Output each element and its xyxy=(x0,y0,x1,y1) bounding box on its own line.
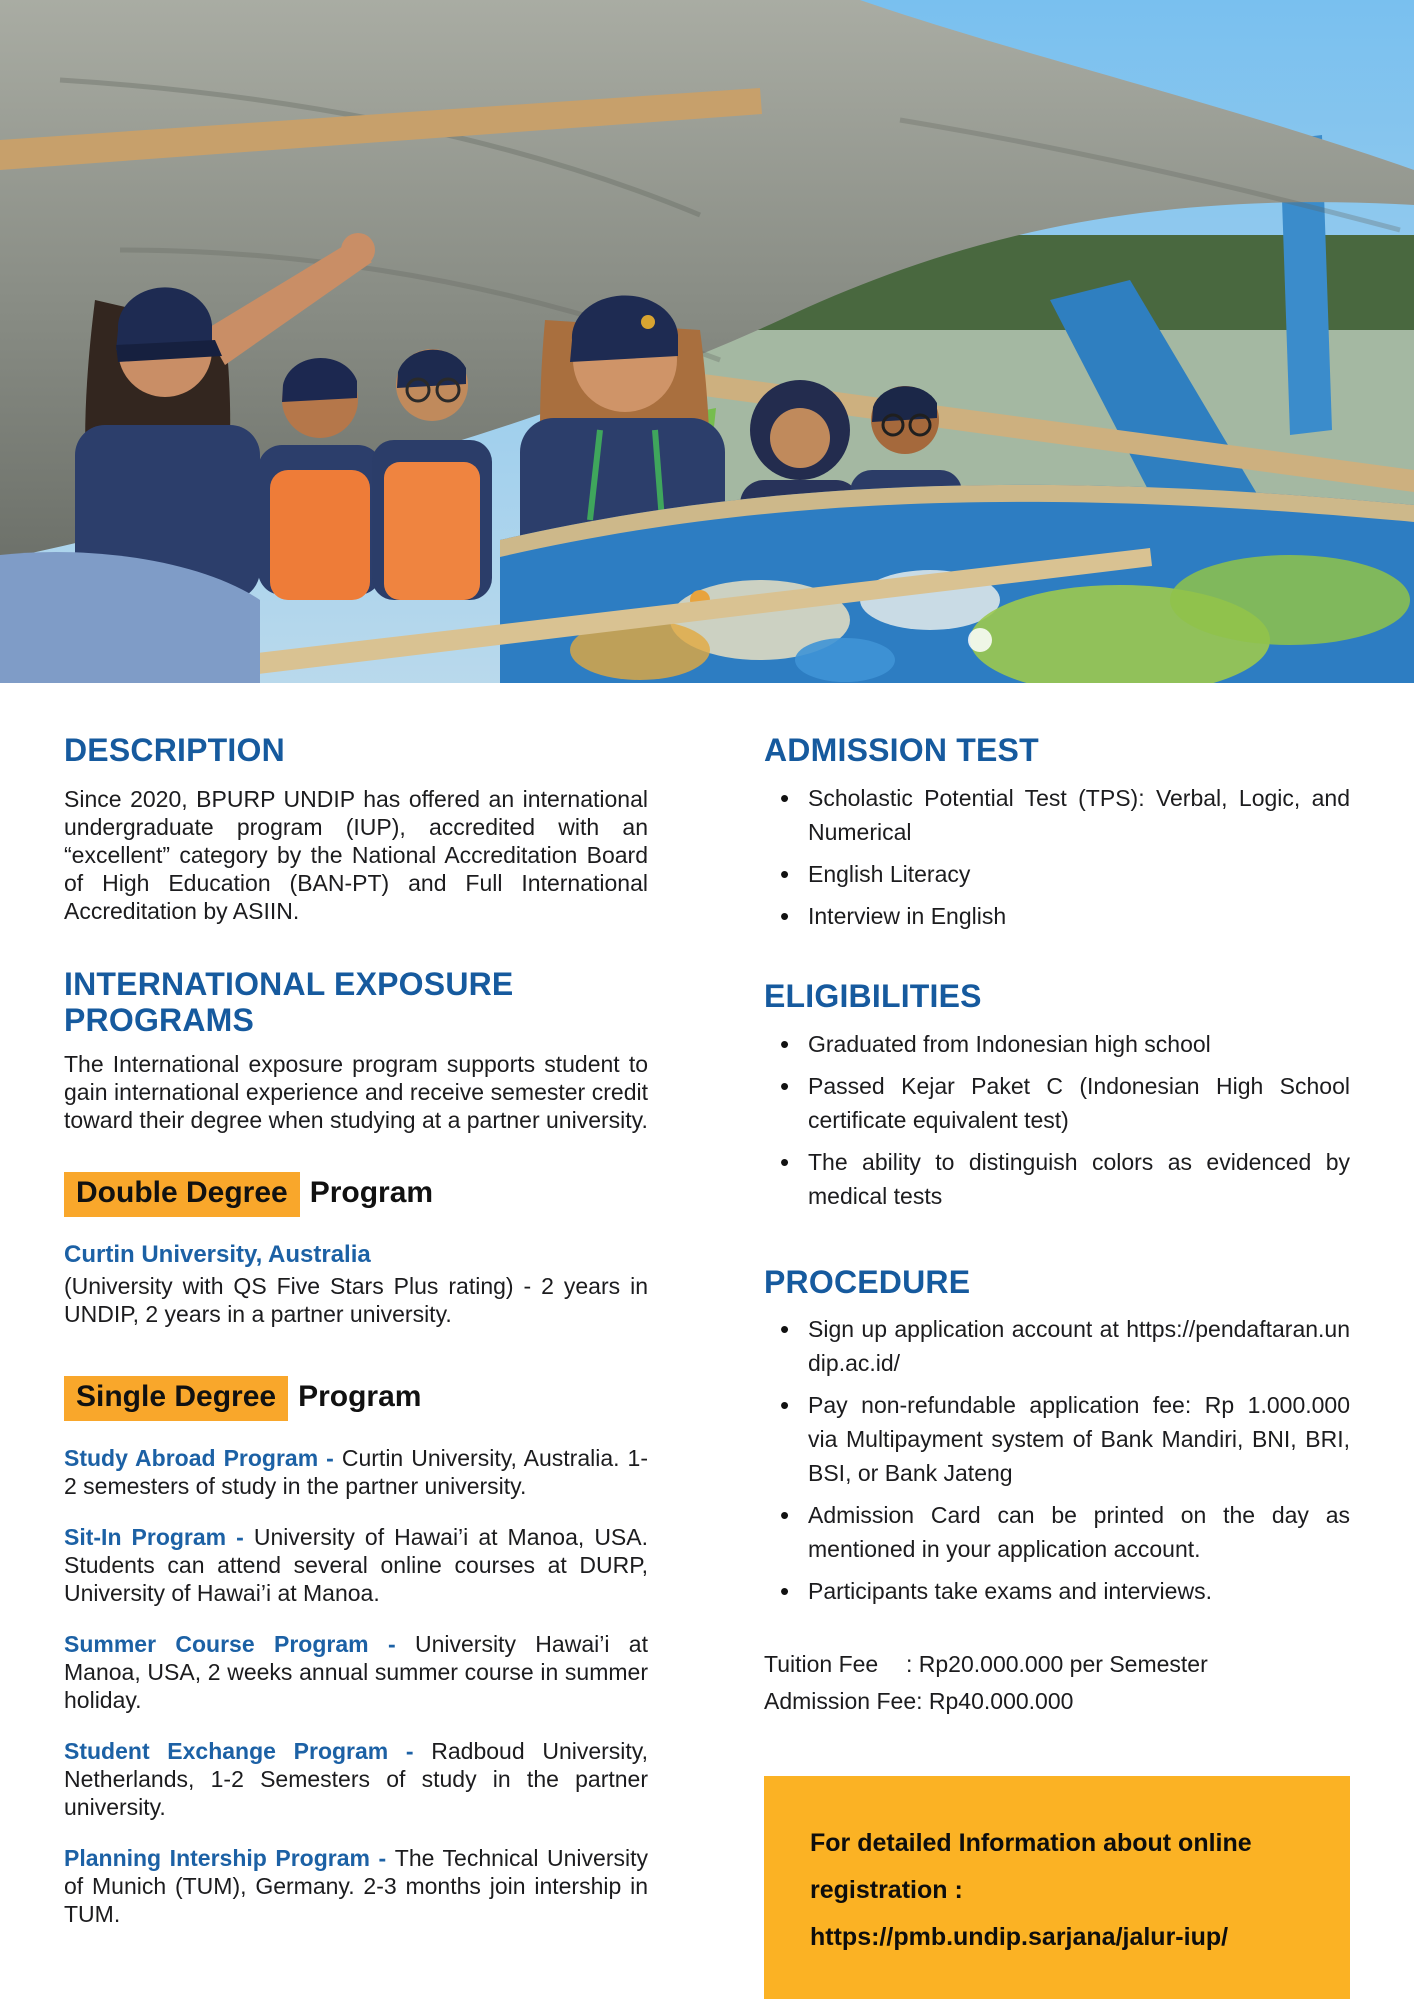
program-item xyxy=(64,1523,648,1607)
list-item: • The ability to distinguish colors as evidenced by medical tests xyxy=(764,1145,1350,1213)
admission-fee-row xyxy=(764,1683,1350,1720)
program-item xyxy=(64,1444,648,1500)
list-item: • English Literacy xyxy=(764,857,1350,891)
program-detail: University of Hawai’i at Manoa, USA. Students can attend several online courses at DURP, University of Hawai’i at Manoa. xyxy=(64,1524,648,1607)
info-box-url[interactable]: https://pmb.undip.sarjana/jalur-iup/ xyxy=(810,1923,1229,1952)
list-item: • Admission Card can be printed on the day as mentioned in your application account. xyxy=(764,1498,1350,1566)
single-degree-highlight: Single Degree xyxy=(64,1376,288,1421)
list-item: • Graduated from Indonesian high school xyxy=(764,1027,1350,1061)
fees-block xyxy=(764,1646,1350,1720)
procedure-list xyxy=(764,1312,1350,1608)
double-degree-heading xyxy=(64,1172,648,1217)
list-item xyxy=(764,1312,1350,1380)
list-item: • Participants take exams and interviews. xyxy=(764,1574,1350,1608)
info-box-text: For detailed Information about online xyxy=(810,1829,1252,1858)
description-body: Since 2020, BPURP UNDIP has offered an international undergraduate program (IUP), accredited with an “excellent” category by the National Accreditation Board of High Education (BAN-PT) and Full International Accreditation by ASIIN. xyxy=(64,785,648,924)
procedure-heading: PROCEDURE xyxy=(764,1263,971,1300)
info-box xyxy=(764,1776,1350,1999)
program-name: Planning Intership Program - xyxy=(64,1845,395,1872)
program-name: Sit-In Program - xyxy=(64,1524,254,1551)
exposure-body: The International exposure program supports student to gain international experience and receive semester credit toward their degree when studying at a partner university. xyxy=(64,1051,648,1134)
tuition-fee-row xyxy=(764,1646,1350,1683)
program-item xyxy=(64,1844,648,1928)
double-degree-highlight: Double Degree xyxy=(64,1172,300,1217)
program-detail: Curtin University, Australia. 1-2 semesters of study in the partner university. xyxy=(64,1445,648,1500)
list-item: • Passed Kejar Paket C (Indonesian High School certificate equivalent test) xyxy=(764,1069,1350,1137)
partner-university-name: Curtin University, Australia xyxy=(64,1241,371,1269)
exposure-heading: INTERNATIONAL EXPOSURE PROGRAMS xyxy=(64,965,514,1038)
admission-test-list xyxy=(764,781,1350,933)
list-item: • Interview in English xyxy=(764,899,1350,933)
program-item xyxy=(64,1737,648,1821)
double-degree-heading-rest: Program xyxy=(309,1176,434,1210)
list-item: • Pay non-refundable application fee: Rp 1.000.000 via Multipayment system of Bank Mandiri, BNI, BRI, BSI, or Bank Jateng xyxy=(764,1388,1350,1490)
program-detail: Radboud University, Netherlands, 1-2 Semesters of study in the partner university. xyxy=(64,1738,648,1821)
program-name: Summer Course Program - xyxy=(64,1631,415,1658)
procedure-text: Sign up application account at xyxy=(808,1316,1119,1343)
fee-label: Admission Fee xyxy=(764,1688,917,1715)
fee-value: : Rp20.000.000 per Semester xyxy=(906,1651,1208,1678)
students-boat-photo xyxy=(0,0,1414,683)
program-name: Study Abroad Program - xyxy=(64,1445,342,1472)
program-detail: The Technical University of Munich (TUM), Germany. 2-3 months join intership in TUM. xyxy=(64,1845,648,1928)
description-heading: DESCRIPTION xyxy=(64,732,285,768)
info-box-text: registration : xyxy=(810,1876,963,1905)
partner-university-detail: (University with QS Five Stars Plus rating) - 2 years in UNDIP, 2 years in a partner university. xyxy=(64,1273,648,1328)
left-column xyxy=(64,712,648,1928)
program-item xyxy=(64,1630,648,1714)
program-name: Student Exchange Program - xyxy=(64,1738,432,1765)
right-column xyxy=(764,712,1350,1999)
eligibilities-heading: ELIGIBILITIES xyxy=(764,977,982,1014)
eligibilities-list xyxy=(764,1027,1350,1213)
single-degree-heading-rest: Program xyxy=(298,1380,422,1414)
admission-test-heading: ADMISSION TEST xyxy=(764,732,1039,768)
list-item: • Scholastic Potential Test (TPS): Verbal, Logic, and Numerical xyxy=(764,781,1350,849)
program-detail: University Hawai’i at Manoa, USA, 2 weeks annual summer course in summer holiday. xyxy=(64,1631,648,1714)
fee-label: Tuition Fee xyxy=(764,1651,879,1678)
fee-value: : Rp40.000.000 xyxy=(916,1688,1074,1715)
registration-account-url[interactable]: https://pendaftaran.undip.ac.id/ xyxy=(808,1316,1351,1377)
single-degree-heading xyxy=(64,1376,648,1421)
